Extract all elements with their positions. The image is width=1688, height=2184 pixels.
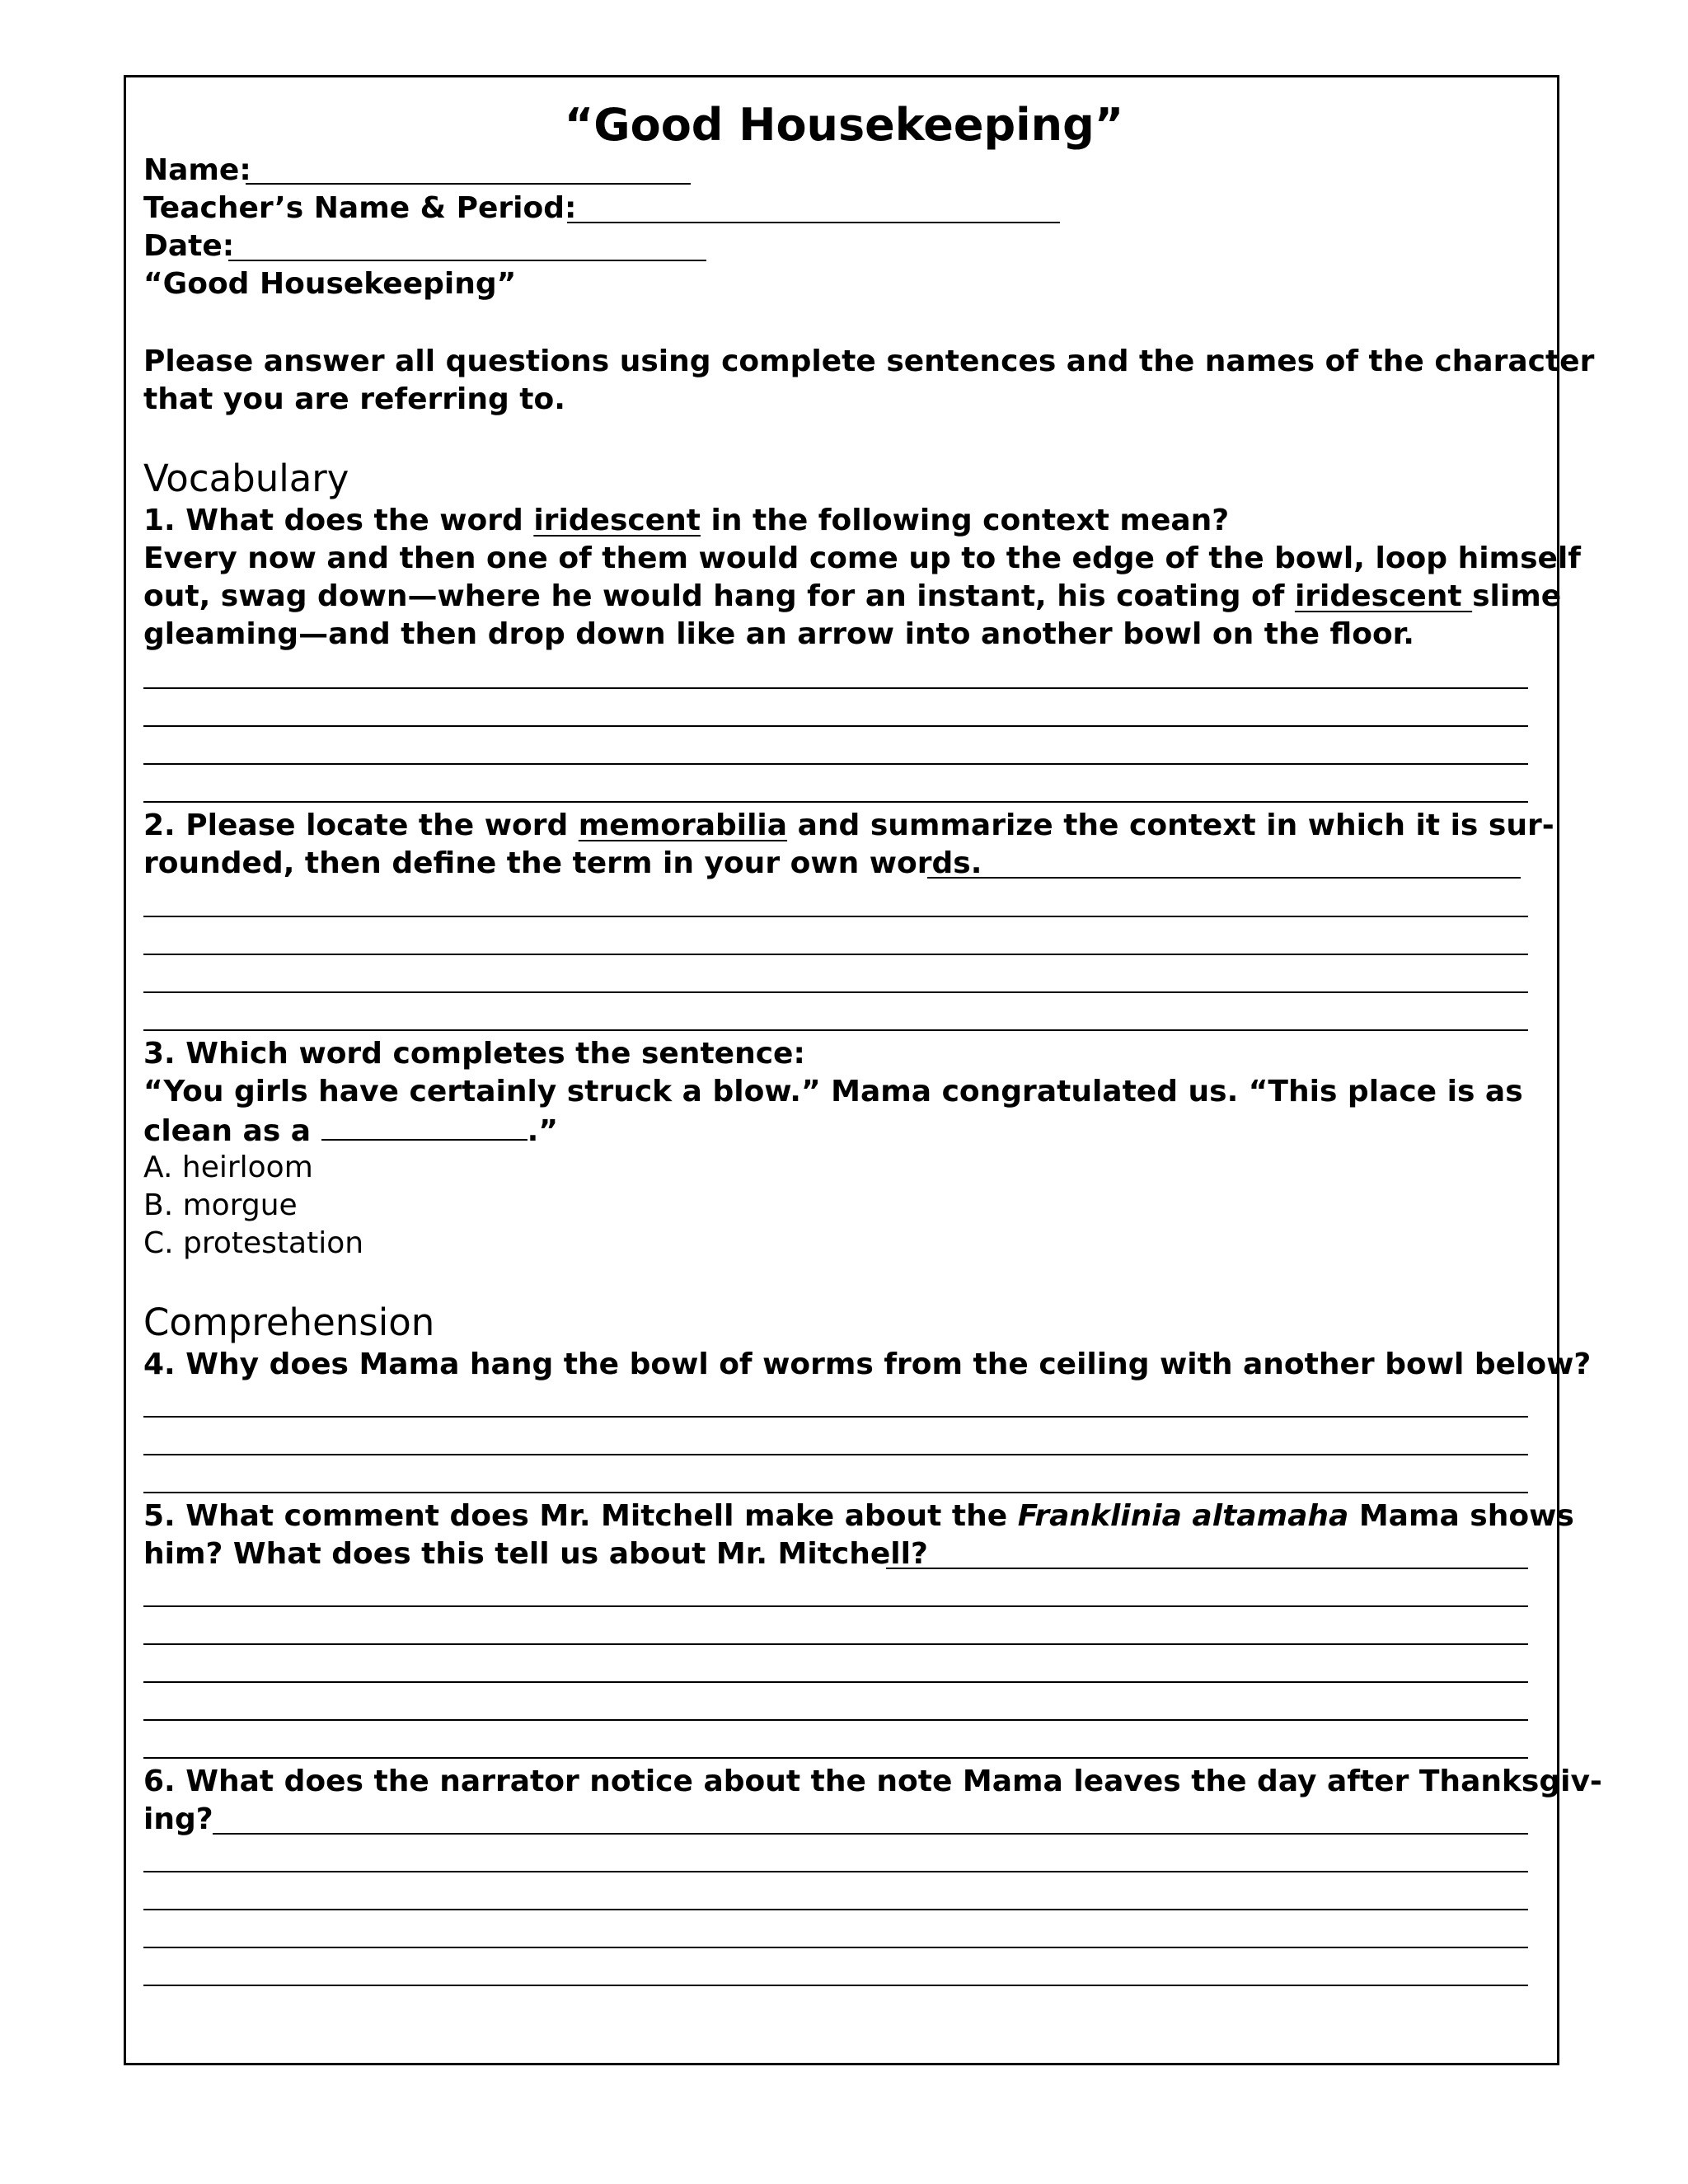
q5-inline-blank[interactable]: [886, 1568, 1528, 1569]
q6-answer-line[interactable]: [143, 1909, 1528, 1910]
q3-option-b[interactable]: B. morgue: [143, 1188, 298, 1222]
q3-quote-prefix: clean as a: [143, 1114, 321, 1148]
instructions-line-2: that you are referring to.: [143, 382, 565, 416]
q5-answer-line[interactable]: [143, 1719, 1528, 1721]
q5-answer-line[interactable]: [143, 1757, 1528, 1759]
q1-passage-line-1: Every now and then one of them would come up to the edge of the bowl, loop himself: [143, 541, 1581, 575]
q1-answer-line[interactable]: [143, 801, 1528, 803]
name-blank[interactable]: [246, 183, 691, 185]
q1-passage-line-2: [143, 578, 1561, 616]
q1-passage-word: iridescent: [1294, 579, 1473, 613]
q6-answer-line[interactable]: [143, 1985, 1528, 1986]
q5-prefix: 5. What comment does Mr. Mitchell make about the: [143, 1499, 1018, 1533]
name-label: Name:: [143, 153, 251, 187]
q6-inline-blank[interactable]: [213, 1833, 1528, 1835]
q3-option-a[interactable]: A. heirloom: [143, 1151, 313, 1184]
q2-suffix: and summarize the context in which it is sur-: [787, 808, 1554, 842]
q5-suffix: Mama shows: [1348, 1499, 1574, 1533]
name-field: [143, 152, 251, 190]
q4-answer-line[interactable]: [143, 1454, 1528, 1455]
q3-option-c[interactable]: C. protestation: [143, 1226, 364, 1260]
q2-answer-line[interactable]: [143, 916, 1528, 917]
vocabulary-heading: Vocabulary: [143, 457, 349, 500]
question-2-line-2: rounded, then define the term in your own words.: [143, 846, 982, 880]
q1-passage-suffix: slime: [1472, 579, 1562, 613]
q5-answer-line[interactable]: [143, 1681, 1528, 1683]
question-3: 3. Which word completes the sentence:: [143, 1037, 805, 1071]
worksheet-title: “Good Housekeeping”: [564, 99, 1124, 151]
teacher-blank[interactable]: [567, 222, 1060, 223]
q5-answer-line[interactable]: [143, 1605, 1528, 1607]
q1-suffix: in the following context mean?: [700, 504, 1230, 537]
teacher-field: [143, 190, 576, 227]
teacher-label: Teacher’s Name & Period:: [143, 191, 577, 225]
date-blank[interactable]: [228, 260, 706, 261]
question-1: [143, 502, 1229, 540]
q6-answer-line[interactable]: [143, 1947, 1528, 1948]
question-4: 4. Why does Mama hang the bowl of worms from the ceiling with another bowl below?: [143, 1347, 1592, 1381]
subtitle: “Good Housekeeping”: [143, 267, 517, 301]
q4-answer-line[interactable]: [143, 1416, 1528, 1418]
question-6-line-2: ing?: [143, 1802, 213, 1836]
q2-word: memorabilia: [578, 808, 788, 842]
q2-prefix: 2. Please locate the word: [143, 808, 579, 842]
q6-answer-line[interactable]: [143, 1871, 1528, 1872]
q1-answer-line[interactable]: [143, 687, 1528, 689]
comprehension-heading: Comprehension: [143, 1301, 435, 1344]
date-label: Date:: [143, 229, 235, 263]
q1-passage-line-3: gleaming—and then drop down like an arrow into another bowl on the floor.: [143, 617, 1414, 651]
question-2: [143, 807, 1554, 845]
q1-answer-line[interactable]: [143, 763, 1528, 765]
q3-quote-line-1: “You girls have certainly struck a blow.” Mama congratulated us. “This place is as: [143, 1075, 1523, 1108]
q3-fill-blank[interactable]: [321, 1111, 528, 1141]
q3-quote-suffix: .”: [527, 1114, 558, 1148]
question-5: [143, 1497, 1574, 1535]
q2-inline-blank[interactable]: [927, 877, 1521, 879]
date-field: [143, 227, 234, 265]
instructions-line-1: Please answer all questions using complete sentences and the names of the character: [143, 344, 1595, 378]
q1-prefix: 1. What does the word: [143, 504, 534, 537]
q2-answer-line[interactable]: [143, 954, 1528, 955]
q4-answer-line[interactable]: [143, 1492, 1528, 1493]
q1-answer-line[interactable]: [143, 725, 1528, 727]
question-5-line-2: him? What does this tell us about Mr. Mitchell?: [143, 1537, 928, 1571]
q3-quote-line-2: [143, 1111, 558, 1151]
q5-answer-line[interactable]: [143, 1643, 1528, 1645]
q5-species: Franklinia altamaha: [1017, 1499, 1349, 1533]
q1-word: iridescent: [533, 504, 701, 537]
q1-passage-prefix: out, swag down—where he would hang for an instant, his coating of: [143, 579, 1295, 613]
question-6: 6. What does the narrator notice about the note Mama leaves the day after Thanksgiv-: [143, 1765, 1602, 1798]
q2-answer-line[interactable]: [143, 991, 1528, 993]
q2-answer-line[interactable]: [143, 1029, 1528, 1031]
